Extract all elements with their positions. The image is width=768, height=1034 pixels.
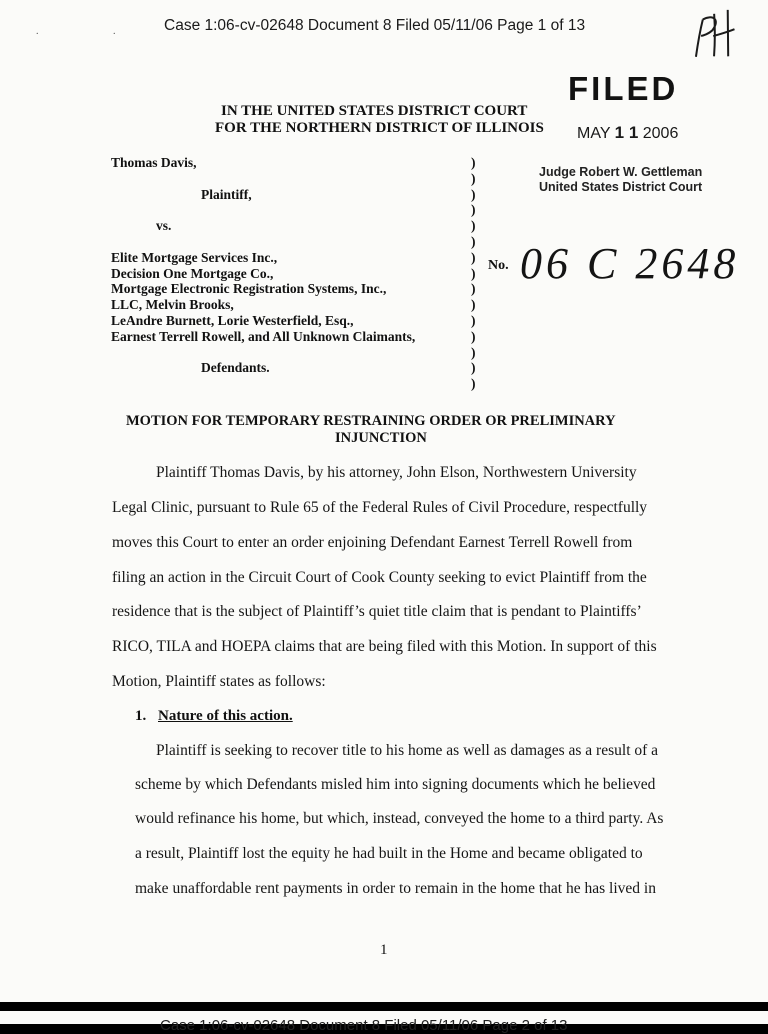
body-line: scheme by which Defendants misled him into signing documents which he believed: [135, 776, 656, 793]
next-page-header: Case 1:06-cv-02648 Document 8 Filed 05/11/06 Page 2 of 13: [160, 1017, 568, 1034]
case-caption-parties: [111, 155, 415, 376]
filed-date-day: 1 1: [614, 123, 639, 142]
caption-line: Defendants.: [201, 360, 270, 376]
caption-paren: ): [471, 218, 476, 234]
caption-paren: ): [471, 344, 476, 360]
court-heading-line1: IN THE UNITED STATES DISTRICT COURT: [221, 103, 528, 119]
body-line: Plaintiff Thomas Davis, by his attorney, John Elson, Northwestern University: [156, 464, 637, 481]
body-line: Plaintiff is seeking to recover title to his home as well as damages as a result of a: [156, 742, 659, 759]
caption-paren: ): [471, 186, 476, 202]
caption-line: Earnest Terrell Rowell, and All Unknown Claimants,: [111, 328, 416, 344]
judge-court: United States District Court: [539, 180, 703, 194]
body-line: RICO, TILA and HOEPA claims that are being filed with this Motion. In support of this: [112, 638, 657, 655]
caption-paren: ): [471, 202, 476, 218]
caption-paren: ): [471, 233, 476, 249]
handwritten-initials: [686, 7, 744, 76]
caption-paren: ): [471, 281, 476, 297]
body-line: filing an action in the Circuit Court of Cook County seeking to evict Plaintiff from the: [112, 569, 647, 586]
body-line: Motion, Plaintiff states as follows:: [112, 673, 326, 690]
handwritten-case-number: 06 C 2648: [520, 239, 740, 288]
body-line: Legal Clinic, pursuant to Rule 65 of the Federal Rules of Civil Procedure, respectfully: [112, 499, 648, 516]
judge-stamp: [539, 165, 702, 195]
court-heading-line2: FOR THE NORTHERN DISTRICT OF ILLINOIS: [215, 120, 544, 136]
caption-paren: ): [471, 328, 476, 344]
body-line: would refinance his home, but which, instead, conveyed the home to a third party. As: [135, 810, 664, 827]
filed-stamp: FILED: [568, 70, 679, 107]
body-line: moves this Court to enter an order enjoining Defendant Earnest Terrell Rowell from: [112, 534, 633, 551]
caption-paren: ): [471, 376, 476, 392]
caption-parentheses: [471, 155, 476, 392]
caption-line: [111, 345, 415, 361]
body-line: a result, Plaintiff lost the equity he had built in the Home and became obligated to: [135, 845, 643, 862]
caption-paren: ): [471, 297, 476, 313]
motion-title-line1: MOTION FOR TEMPORARY RESTRAINING ORDER OR PRELIMINARY: [126, 413, 616, 429]
initials-signature-icon: [686, 7, 743, 65]
caption-line: LLC, Melvin Brooks,: [111, 297, 234, 313]
caption-line: Thomas Davis,: [111, 155, 197, 170]
caption-paren: ): [471, 312, 476, 328]
page-number: 1: [380, 942, 388, 958]
caption-line: Decision One Mortgage Co.,: [111, 265, 274, 281]
caption-line: Elite Mortgage Services Inc.,: [111, 249, 278, 265]
caption-paren: ): [471, 155, 476, 170]
judge-name: Judge Robert W. Gettleman: [539, 165, 703, 179]
document-page-2-peek: [0, 1011, 768, 1034]
caption-line: LeAndre Burnett, Lorie Westerfield, Esq.,: [111, 312, 354, 328]
caption-line: [111, 171, 415, 187]
caption-line: vs.: [156, 218, 172, 234]
filed-date-stamp: [577, 123, 678, 143]
filed-date-year: 2006: [642, 125, 679, 142]
case-number-label: No.: [488, 258, 509, 273]
caption-paren: ): [471, 249, 476, 265]
caption-paren: ): [471, 170, 476, 186]
section-number: 1.: [135, 708, 147, 724]
body-line: make unaffordable rent payments in order to remain in the home that he has lived in: [135, 880, 656, 897]
stray-marks: . .: [36, 26, 152, 37]
caption-paren: ): [471, 265, 476, 281]
body-line: residence that is the subject of Plaintiff’s quiet title claim that is pendant to Plaintiffs’: [112, 603, 642, 620]
caption-line: Mortgage Electronic Registration Systems, Inc.,: [111, 281, 387, 297]
caption-paren: ): [471, 360, 476, 376]
case-header: Case 1:06-cv-02648 Document 8 Filed 05/11/06 Page 1 of 13: [164, 17, 586, 34]
motion-title-line2: INJUNCTION: [335, 430, 427, 446]
caption-line: Plaintiff,: [201, 186, 252, 202]
caption-line: [111, 202, 415, 218]
caption-line: [111, 234, 415, 250]
filed-date-month: MAY: [577, 125, 611, 142]
section-heading: Nature of this action.: [158, 708, 293, 724]
